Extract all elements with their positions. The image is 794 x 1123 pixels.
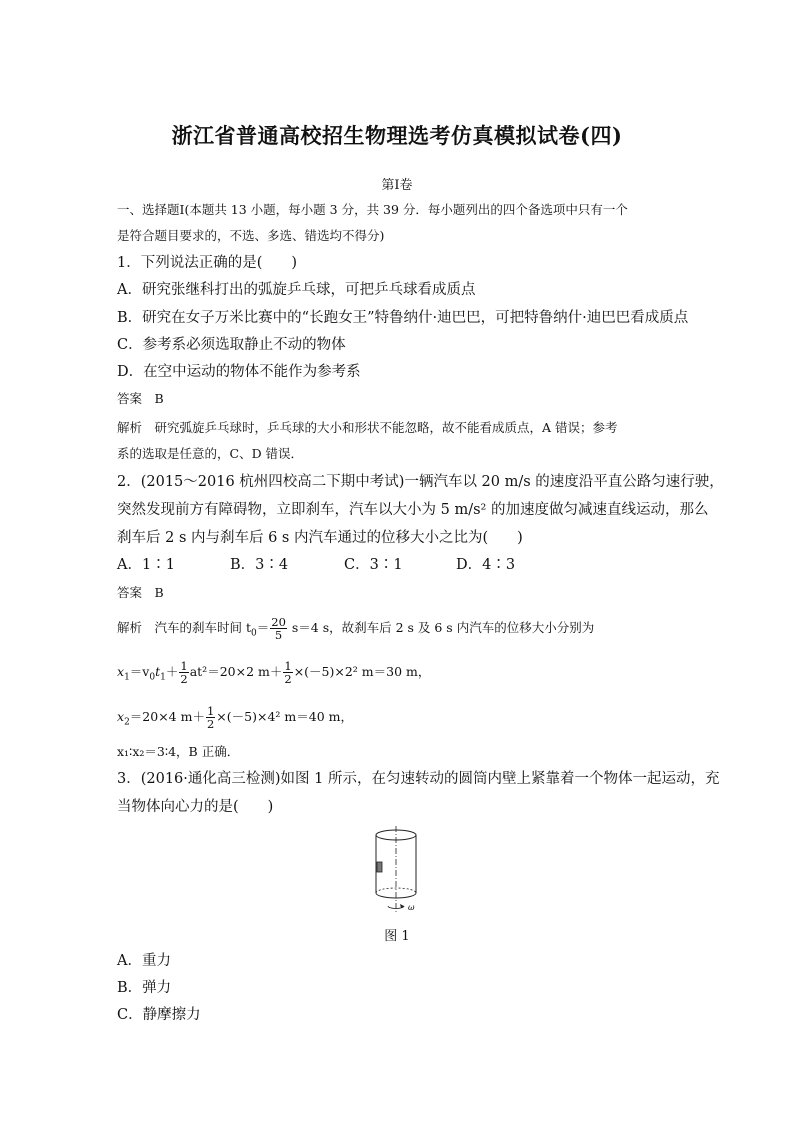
q1-answer: 答案 B (117, 391, 164, 406)
eq-part: at²＝20×2 m＋ (189, 664, 283, 679)
fraction-denominator: 2 (284, 672, 292, 686)
q1-option-c: C．参考系必须选取静止不动的物体 (117, 337, 346, 353)
q3-stem-line1: 3．(2016·通化高三检测)如图 1 所示，在匀速转动的圆筒内壁上紧靠着一个物体一起运动，充 (117, 771, 720, 787)
q1-analysis-line2: 系的选取是任意的，C、D 错误． (117, 446, 304, 461)
q2-ratio-conclusion: x₁∶x₂＝3∶4，B 正确． (117, 744, 240, 759)
fraction-numerator: 1 (206, 704, 215, 718)
q1-stem: 1．下列说法正确的是( ) (117, 255, 298, 271)
q3-option-a: A．重力 (117, 953, 171, 969)
q2-stem-line1: 2．(2015～2016 杭州四校高二下期中考试)一辆汽车以 20 m/s 的速度沿平直公路匀速行驶， (117, 474, 724, 490)
fraction-denominator: 5 (274, 628, 283, 642)
fraction-one-half (283, 660, 292, 685)
q2-analysis-text-b: s＝4 s，故刹车后 2 s 及 6 s 内汽车的位移大小分别为 (287, 620, 595, 635)
eq-part: ×(－5)×4² m＝40 m， (216, 709, 353, 724)
subscript: 2 (124, 717, 130, 728)
q2-equation-x2 (117, 705, 353, 733)
q3-option-b: B．弹力 (117, 980, 172, 996)
var-t: t (155, 664, 161, 679)
q2-option-b: B．3∶4 (230, 557, 289, 573)
q2-stem-line3: 刹车后 2 s 内与刹车后 6 s 内汽车通过的位移大小之比为( ) (117, 530, 523, 546)
q1-option-b: B．研究在女子万米比赛中的“长跑女王”特鲁纳什·迪巴巴，可把特鲁纳什·迪巴巴看成质点 (117, 310, 689, 326)
fraction-one-half (179, 660, 188, 685)
q2-analysis-line1 (117, 616, 594, 644)
q3-stem-line2: 当物体向心力的是( ) (117, 799, 274, 815)
fraction-numerator: 1 (180, 659, 188, 673)
fraction-20-over-5 (270, 616, 287, 641)
subscript: 1 (160, 672, 166, 683)
figure-caption: 图 1 (384, 929, 410, 944)
subscript: 1 (124, 672, 130, 683)
subscript: 0 (251, 628, 257, 639)
rotating-cylinder-diagram (362, 826, 432, 918)
section-instruction-line2: 是符合题目要求的，不选、多选、错选均不得分) (117, 228, 385, 243)
section-instruction-line1: 一、选择题Ⅰ(本题共 13 小题，每小题 3 分，共 39 分．每小题列出的四个备选项中只有一个 (117, 202, 628, 217)
q2-option-c: C．3∶1 (344, 557, 403, 573)
fraction-numerator: 1 (284, 659, 292, 673)
volume-heading: 第Ⅰ卷 (381, 178, 413, 193)
eq-part: ×(－5)×2² m＝30 m， (293, 664, 431, 679)
q1-option-a: A．研究张继科打出的弧旋乒乓球，可把乒乓球看成质点 (117, 282, 476, 298)
eq-part: ＝v (129, 664, 150, 679)
fraction-one-half (206, 705, 215, 730)
page-title: 浙江省普通高校招生物理选考仿真模拟试卷(四) (171, 123, 623, 148)
var-x: x (117, 709, 125, 724)
fraction-denominator: 2 (180, 672, 188, 686)
q2-stem-line2: 突然发现前方有障碍物，立即刹车，汽车以大小为 5 m/s² 的加速度做匀减速直线运动，那么 (117, 502, 709, 518)
eq-part: ＝20×4 m＋ (129, 709, 205, 724)
fraction-numerator: 20 (271, 615, 286, 629)
q2-answer: 答案 B (117, 585, 164, 600)
fraction-denominator: 2 (206, 717, 215, 731)
q2-option-a: A．1∶1 (117, 557, 175, 573)
subscript: 0 (149, 672, 156, 683)
equals: ＝ (256, 620, 270, 635)
plus: ＋ (165, 664, 179, 679)
omega-label: ω (408, 903, 415, 912)
q2-analysis-text-a: 解析 汽车的刹车时间 t (117, 620, 251, 635)
q1-option-d: D．在空中运动的物体不能作为参考系 (117, 364, 361, 380)
q2-option-d: D．4∶3 (456, 557, 516, 573)
cylinder-figure (362, 826, 432, 918)
q3-option-c: C．静摩擦力 (117, 1007, 201, 1023)
var-x: x (117, 664, 125, 679)
q2-equation-x1 (117, 660, 430, 688)
q1-analysis-line1: 解析 研究弧旋乒乓球时，乒乓球的大小和形状不能忽略，故不能看成质点，A 错误；参考 (117, 420, 618, 435)
